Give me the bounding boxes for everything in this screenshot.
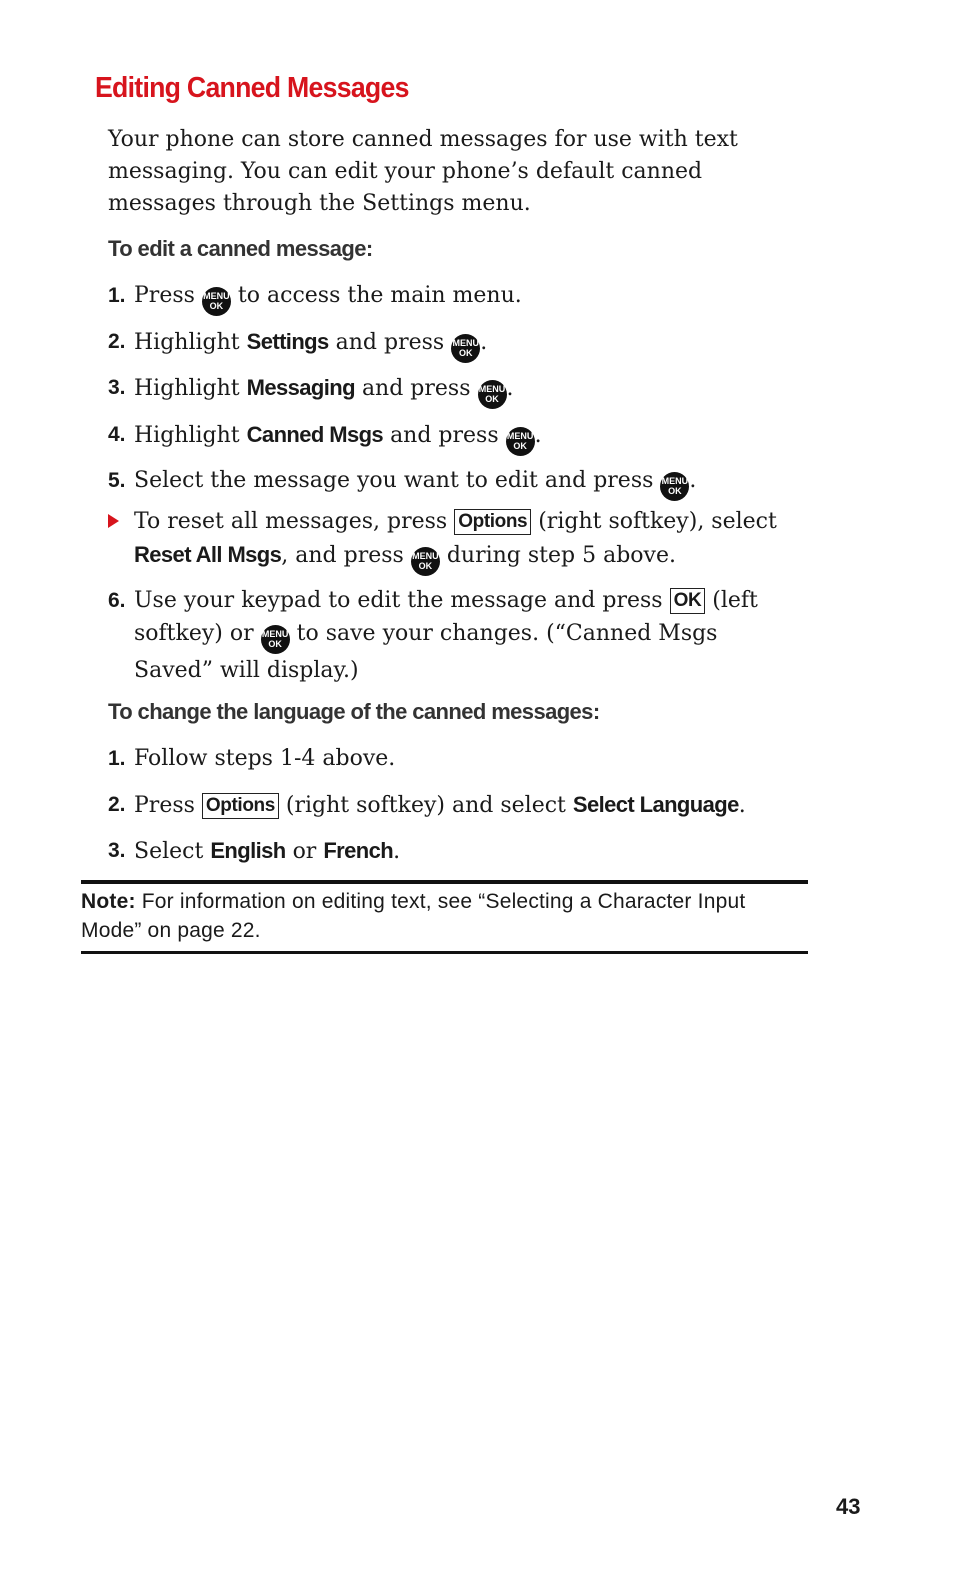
step-text: and press [361,376,471,401]
note-label: Note: [81,890,136,913]
step-text: Press [134,793,195,818]
section1-step-6 [108,584,798,687]
section1-step-1 [108,279,798,316]
step-text: or [292,839,317,864]
step-text: (right softkey) and select [285,793,566,818]
section1-heading: To edit a canned message: [108,236,373,261]
page-title: Editing Canned Messages [95,72,409,104]
section1-step-2 [108,325,798,363]
step-text: Use your keypad to edit the message and press [134,588,663,613]
step-text: Press [134,283,195,308]
tip-text: (right softkey), select [538,509,777,534]
step-text: and press [390,423,499,448]
menu-ok-key-icon: MENU OK [506,427,535,456]
section1-step-4 [108,418,798,456]
step-number: 2. [108,793,126,816]
tip-text: during step 5 above. [446,543,676,568]
step-number: 1. [108,747,126,770]
step-number: 5. [108,469,126,492]
options-softkey-label: Options [202,793,279,819]
step-text: Follow steps 1-4 above. [134,746,396,771]
step-number: 4. [108,423,126,446]
step-number: 3. [108,376,126,399]
step-text: . [480,330,488,355]
menu-item-name: Canned Msgs [246,422,384,447]
step-text: Select the message you want to edit and press [134,468,654,493]
intro-paragraph: Your phone can store canned messages for use with text messaging. You can edit your phone’s default canned messages through the Settings menu. [108,127,738,216]
step-number: 6. [108,589,126,612]
step-text: to save your changes. (“Canned Msgs Saved” will display.) [134,621,718,683]
step-text: Highlight [134,330,240,355]
step-number: 3. [108,839,126,862]
step-text: . [506,376,514,401]
section1-step-3 [108,371,798,409]
menu-item-name: English [210,838,286,863]
step-number: 2. [108,330,126,353]
section2-heading: To change the language of the canned messages: [108,699,600,724]
tip-text: To reset all messages, press [134,509,448,534]
step-text: Highlight [134,423,240,448]
note-text: For information on editing text, see “Selecting a Character Input Mode” on page 22. [81,890,746,942]
menu-ok-key-icon: MENU OK [261,625,290,654]
tip-reset-messages [108,505,798,576]
menu-item-name: Settings [246,329,329,354]
note-box [81,887,808,945]
step-text: . [738,793,746,818]
menu-ok-key-icon: MENU OK [451,334,480,363]
options-softkey-label: Options [454,509,531,535]
menu-item-name: Select Language [572,792,739,817]
menu-ok-key-icon: MENU OK [411,547,440,576]
step-text: to access the main menu. [237,283,522,308]
menu-ok-key-icon: MENU OK [660,472,689,501]
section2-step-1 [108,742,798,775]
menu-ok-key-icon: MENU OK [478,380,507,409]
step-text: . [534,423,542,448]
note-bottom-rule [81,951,808,954]
step-text: . [689,468,697,493]
step-text: Highlight [134,376,240,401]
step-text: Select [134,839,204,864]
page-number: 43 [836,1494,861,1519]
step-text: . [393,839,401,864]
menu-ok-key-icon: MENU OK [202,287,231,316]
section2-step-2 [108,788,798,822]
step-text: and press [335,330,445,355]
ok-softkey-label: OK [670,588,706,614]
section2-step-3 [108,834,798,868]
menu-item-name: French [323,838,394,863]
step-number: 1. [108,284,126,307]
menu-item-name: Messaging [246,375,355,400]
section1-step-5 [108,464,798,501]
tip-arrow-icon [108,514,119,528]
menu-item-name: Reset All Msgs [134,542,282,567]
tip-text: , and press [281,543,404,568]
note-top-rule [81,880,808,884]
step-text: (left softkey) or [134,588,758,646]
